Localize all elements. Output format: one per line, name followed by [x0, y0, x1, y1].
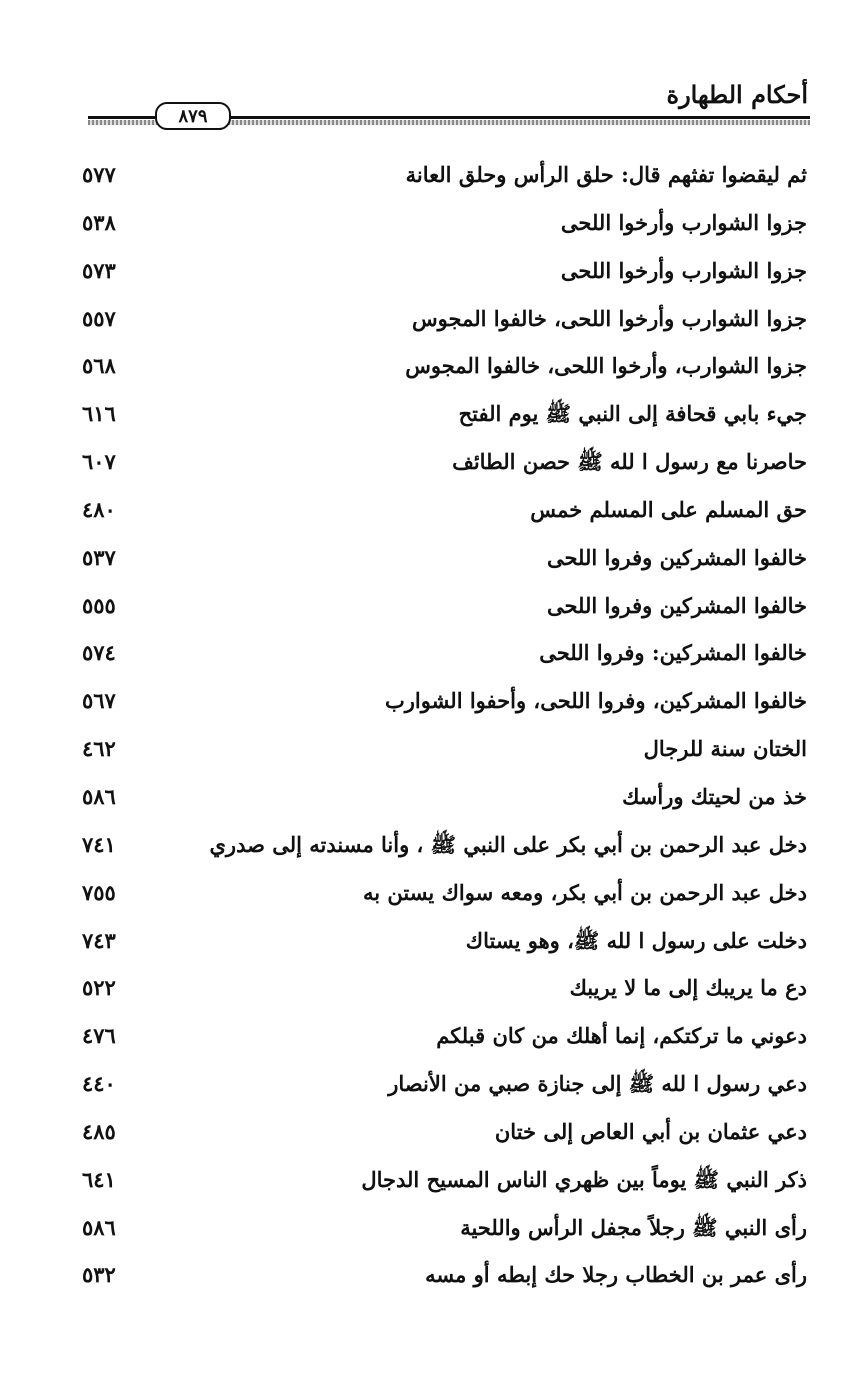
index-row	[82, 730, 807, 778]
index-row	[82, 1017, 807, 1065]
index-row	[82, 778, 807, 826]
index-entry-page: ٥٧٣	[82, 257, 116, 283]
index-entry-page: ٤٨٠	[82, 496, 116, 522]
index-entry-page: ٧٥٥	[82, 879, 116, 905]
index-entry-text: دعي عثمان بن أبي العاص إلى ختان	[494, 1118, 807, 1144]
index-entry-text: دخل عبد الرحمن بن أبي بكر، ومعه سواك يستن به	[362, 879, 807, 905]
index-entry-page: ٥٨٦	[82, 1214, 116, 1240]
index-entry-page: ٦١٦	[82, 401, 116, 427]
index-entry-page: ٤٤٠	[82, 1071, 116, 1097]
index-row	[82, 1209, 807, 1257]
index-entry-text: خالفوا المشركين وفروا اللحى	[546, 592, 807, 618]
index-entry-page: ٦٠٧	[82, 449, 116, 475]
index-entry-page: ٥٦٨	[82, 353, 116, 379]
index-entry-text: جزوا الشوارب وأرخوا اللحى، خالفوا المجوس	[412, 305, 807, 331]
index-entry-text: دع ما يريبك إلى ما لا يريبك	[569, 975, 807, 1001]
index-entry-page: ٤٨٥	[82, 1118, 116, 1144]
index-row	[82, 491, 807, 539]
index-row	[82, 922, 807, 970]
index-row	[82, 1256, 807, 1304]
index-entry-text: جيء بابي قحافة إلى النبي ﷺ يوم الفتح	[458, 401, 807, 427]
index-row	[82, 1065, 807, 1113]
index-entry-page: ٥٣٧	[82, 544, 116, 570]
index-entry-text: دخل عبد الرحمن بن أبي بكر على النبي ﷺ ، وأنا مسندته إلى صدري	[209, 831, 807, 857]
index-row	[82, 539, 807, 587]
index-row	[82, 1161, 807, 1209]
index-entry-text: جزوا الشوارب وأرخوا اللحى	[560, 257, 807, 283]
index-entry-page: ٥٨٦	[82, 783, 116, 809]
index-entry-page: ٥٣٨	[82, 209, 116, 235]
index-row	[82, 682, 807, 730]
index-row	[82, 874, 807, 922]
index-entry-page: ٥٥٥	[82, 592, 116, 618]
running-title: أحكام الطهارة	[666, 80, 808, 109]
index-entry-text: خالفوا المشركين: وفروا اللحى	[539, 640, 807, 666]
index-entry-text: حاصرنا مع رسول ا لله ﷺ حصن الطائف	[452, 449, 807, 475]
index-entry-page: ٦٤١	[82, 1166, 116, 1192]
index-row	[82, 156, 807, 204]
header-rule	[88, 105, 810, 127]
index-row	[82, 587, 807, 635]
index-entry-page: ٥٣٢	[82, 1262, 116, 1288]
index-entry-page: ٧٤١	[82, 831, 116, 857]
index-entry-text: خالفوا المشركين، وفروا اللحى، وأحفوا الشوارب	[384, 688, 807, 714]
index-row	[82, 395, 807, 443]
index-row	[82, 204, 807, 252]
index-row	[82, 252, 807, 300]
index-list	[82, 156, 807, 1304]
page-number-badge: ٨٧٩	[155, 102, 231, 130]
index-entry-text: رأى النبي ﷺ رجلاً مجفل الرأس واللحية	[460, 1214, 807, 1240]
index-entry-page: ٥٥٧	[82, 305, 116, 331]
index-row	[82, 300, 807, 348]
index-row	[82, 347, 807, 395]
index-entry-page: ٥٢٢	[82, 975, 116, 1001]
index-entry-page: ٤٧٦	[82, 1023, 116, 1049]
index-row	[82, 634, 807, 682]
index-row	[82, 969, 807, 1017]
index-entry-text: ثم ليقضوا تفثهم قال: حلق الرأس وحلق العانة	[405, 162, 807, 187]
index-entry-page: ٥٧٤	[82, 640, 116, 666]
index-entry-text: جزوا الشوارب، وأرخوا اللحى، خالفوا المجوس	[405, 353, 807, 379]
index-entry-text: خذ من لحيتك ورأسك	[622, 783, 807, 809]
index-entry-page: ٧٤٣	[82, 927, 116, 953]
index-entry-text: ذكر النبي ﷺ يوماً بين ظهري الناس المسيح الدجال	[361, 1166, 807, 1192]
index-entry-text: رأى عمر بن الخطاب رجلا حك إبطه أو مسه	[425, 1262, 807, 1288]
index-row	[82, 826, 807, 874]
index-entry-page: ٥٧٧	[82, 162, 116, 187]
index-entry-text: جزوا الشوارب وأرخوا اللحى	[560, 209, 807, 235]
index-entry-text: دخلت على رسول ا لله ﷺ، وهو يستاك	[465, 927, 807, 953]
index-row	[82, 1113, 807, 1161]
index-entry-page: ٤٦٢	[82, 736, 116, 762]
index-entry-text: دعي رسول ا لله ﷺ إلى جنازة صبي من الأنصار	[388, 1071, 807, 1097]
index-entry-text: دعوني ما تركتكم، إنما أهلك من كان قبلكم	[436, 1023, 807, 1049]
index-entry-text: حق المسلم على المسلم خمس	[530, 496, 807, 522]
index-entry-text: خالفوا المشركين وفروا اللحى	[546, 544, 807, 570]
index-entry-page: ٥٦٧	[82, 688, 116, 714]
index-entry-text: الختان سنة للرجال	[643, 736, 807, 762]
index-row	[82, 443, 807, 491]
